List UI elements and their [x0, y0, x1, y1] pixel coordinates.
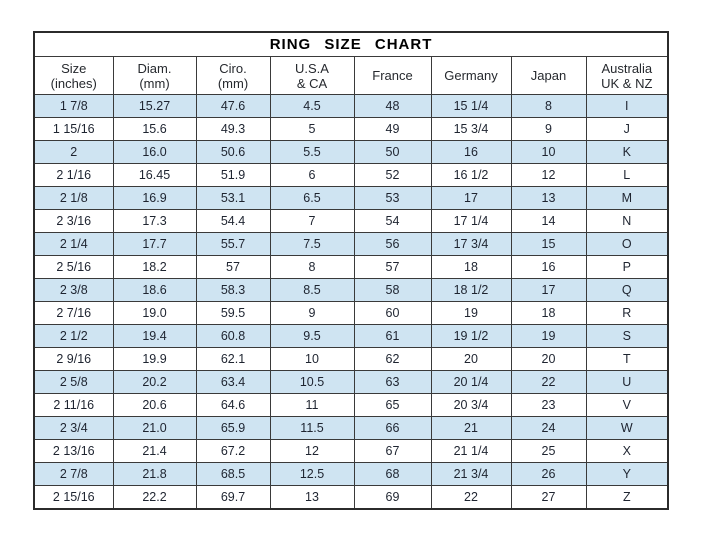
cell-circumference-mm: 67.2 [196, 440, 270, 463]
cell-usa-ca: 6.5 [270, 187, 354, 210]
column-header-label: U.S.A [295, 60, 329, 76]
cell-japan: 9 [511, 118, 586, 141]
cell-circumference-mm: 63.4 [196, 371, 270, 394]
column-header-usa-ca [270, 57, 354, 95]
table-row [34, 325, 668, 348]
table-row [34, 187, 668, 210]
cell-circumference-mm: 49.3 [196, 118, 270, 141]
cell-japan: 26 [511, 463, 586, 486]
cell-japan: 20 [511, 348, 586, 371]
cell-usa-ca: 7 [270, 210, 354, 233]
cell-size-inches: 1 7/8 [34, 95, 113, 118]
cell-circumference-mm: 60.8 [196, 325, 270, 348]
cell-germany: 22 [431, 486, 511, 510]
cell-diameter-mm: 20.2 [113, 371, 196, 394]
cell-australia-uk-nz: J [586, 118, 668, 141]
cell-japan: 14 [511, 210, 586, 233]
cell-germany: 18 1/2 [431, 279, 511, 302]
column-header-sublabel: UK & NZ [601, 75, 653, 91]
cell-size-inches: 2 5/8 [34, 371, 113, 394]
column-header-france [354, 57, 431, 95]
column-header-sublabel: (mm) [139, 75, 170, 91]
cell-japan: 13 [511, 187, 586, 210]
column-header-label: France [372, 68, 413, 83]
column-header-label: Size [61, 60, 87, 76]
cell-size-inches: 2 7/8 [34, 463, 113, 486]
cell-japan: 17 [511, 279, 586, 302]
cell-usa-ca: 12 [270, 440, 354, 463]
cell-germany: 15 3/4 [431, 118, 511, 141]
cell-size-inches: 1 15/16 [34, 118, 113, 141]
cell-circumference-mm: 65.9 [196, 417, 270, 440]
table-row [34, 302, 668, 325]
cell-circumference-mm: 55.7 [196, 233, 270, 256]
cell-circumference-mm: 68.5 [196, 463, 270, 486]
cell-australia-uk-nz: P [586, 256, 668, 279]
cell-japan: 10 [511, 141, 586, 164]
table-row [34, 417, 668, 440]
cell-france: 62 [354, 348, 431, 371]
cell-diameter-mm: 17.7 [113, 233, 196, 256]
cell-size-inches: 2 15/16 [34, 486, 113, 510]
cell-japan: 15 [511, 233, 586, 256]
cell-france: 69 [354, 486, 431, 510]
cell-usa-ca: 5 [270, 118, 354, 141]
cell-france: 66 [354, 417, 431, 440]
cell-size-inches: 2 9/16 [34, 348, 113, 371]
table-row [34, 486, 668, 510]
cell-germany: 17 3/4 [431, 233, 511, 256]
table-row [34, 141, 668, 164]
table-row [34, 440, 668, 463]
cell-size-inches: 2 11/16 [34, 394, 113, 417]
cell-germany: 21 1/4 [431, 440, 511, 463]
cell-germany: 17 1/4 [431, 210, 511, 233]
cell-france: 67 [354, 440, 431, 463]
cell-germany: 21 3/4 [431, 463, 511, 486]
cell-germany: 20 1/4 [431, 371, 511, 394]
cell-japan: 16 [511, 256, 586, 279]
cell-circumference-mm: 50.6 [196, 141, 270, 164]
cell-germany: 19 1/2 [431, 325, 511, 348]
cell-usa-ca: 10 [270, 348, 354, 371]
cell-diameter-mm: 19.4 [113, 325, 196, 348]
table-row [34, 279, 668, 302]
cell-japan: 23 [511, 394, 586, 417]
cell-japan: 8 [511, 95, 586, 118]
column-header-australia-uk-nz [586, 57, 668, 95]
cell-circumference-mm: 53.1 [196, 187, 270, 210]
cell-france: 58 [354, 279, 431, 302]
cell-australia-uk-nz: N [586, 210, 668, 233]
cell-size-inches: 2 3/16 [34, 210, 113, 233]
table-header-row [34, 57, 668, 95]
cell-usa-ca: 4.5 [270, 95, 354, 118]
cell-japan: 22 [511, 371, 586, 394]
cell-diameter-mm: 20.6 [113, 394, 196, 417]
cell-diameter-mm: 15.6 [113, 118, 196, 141]
cell-diameter-mm: 21.0 [113, 417, 196, 440]
cell-japan: 27 [511, 486, 586, 510]
cell-france: 49 [354, 118, 431, 141]
cell-australia-uk-nz: L [586, 164, 668, 187]
cell-diameter-mm: 21.8 [113, 463, 196, 486]
column-header-germany [431, 57, 511, 95]
cell-germany: 16 [431, 141, 511, 164]
cell-usa-ca: 6 [270, 164, 354, 187]
cell-australia-uk-nz: Z [586, 486, 668, 510]
cell-diameter-mm: 15.27 [113, 95, 196, 118]
table-title-row [34, 32, 668, 57]
cell-diameter-mm: 21.4 [113, 440, 196, 463]
cell-germany: 20 3/4 [431, 394, 511, 417]
cell-australia-uk-nz: I [586, 95, 668, 118]
cell-circumference-mm: 69.7 [196, 486, 270, 510]
cell-size-inches: 2 13/16 [34, 440, 113, 463]
cell-usa-ca: 8.5 [270, 279, 354, 302]
cell-france: 57 [354, 256, 431, 279]
cell-size-inches: 2 1/16 [34, 164, 113, 187]
table-row [34, 371, 668, 394]
table-row [34, 210, 668, 233]
cell-australia-uk-nz: K [586, 141, 668, 164]
cell-france: 61 [354, 325, 431, 348]
cell-japan: 12 [511, 164, 586, 187]
cell-usa-ca: 9.5 [270, 325, 354, 348]
table-row [34, 233, 668, 256]
table-row [34, 164, 668, 187]
cell-australia-uk-nz: U [586, 371, 668, 394]
cell-japan: 18 [511, 302, 586, 325]
cell-germany: 18 [431, 256, 511, 279]
cell-size-inches: 2 7/16 [34, 302, 113, 325]
cell-usa-ca: 11.5 [270, 417, 354, 440]
cell-germany: 20 [431, 348, 511, 371]
cell-diameter-mm: 16.45 [113, 164, 196, 187]
cell-france: 50 [354, 141, 431, 164]
cell-france: 52 [354, 164, 431, 187]
cell-diameter-mm: 18.6 [113, 279, 196, 302]
cell-size-inches: 2 1/2 [34, 325, 113, 348]
ring-size-chart-table [33, 31, 669, 510]
table-row [34, 118, 668, 141]
cell-japan: 19 [511, 325, 586, 348]
cell-germany: 21 [431, 417, 511, 440]
cell-circumference-mm: 64.6 [196, 394, 270, 417]
cell-germany: 15 1/4 [431, 95, 511, 118]
cell-australia-uk-nz: Q [586, 279, 668, 302]
column-header-sublabel: (mm) [217, 75, 249, 91]
cell-usa-ca: 9 [270, 302, 354, 325]
cell-circumference-mm: 59.5 [196, 302, 270, 325]
cell-diameter-mm: 22.2 [113, 486, 196, 510]
table-body [34, 95, 668, 510]
cell-size-inches: 2 3/8 [34, 279, 113, 302]
cell-germany: 19 [431, 302, 511, 325]
cell-australia-uk-nz: R [586, 302, 668, 325]
cell-size-inches: 2 1/4 [34, 233, 113, 256]
cell-diameter-mm: 16.0 [113, 141, 196, 164]
column-header-size-inches [34, 57, 113, 95]
table-row [34, 463, 668, 486]
column-header-circumference-mm [196, 57, 270, 95]
column-header-label: Ciro. [219, 60, 247, 76]
cell-usa-ca: 8 [270, 256, 354, 279]
cell-usa-ca: 5.5 [270, 141, 354, 164]
cell-france: 54 [354, 210, 431, 233]
column-header-label: Australia [601, 60, 653, 76]
cell-circumference-mm: 57 [196, 256, 270, 279]
cell-diameter-mm: 16.9 [113, 187, 196, 210]
cell-circumference-mm: 62.1 [196, 348, 270, 371]
cell-usa-ca: 12.5 [270, 463, 354, 486]
cell-circumference-mm: 54.4 [196, 210, 270, 233]
cell-japan: 24 [511, 417, 586, 440]
cell-diameter-mm: 19.0 [113, 302, 196, 325]
cell-usa-ca: 11 [270, 394, 354, 417]
cell-diameter-mm: 18.2 [113, 256, 196, 279]
cell-circumference-mm: 47.6 [196, 95, 270, 118]
column-header-diameter-mm [113, 57, 196, 95]
table-title: RING SIZE CHART [34, 32, 668, 57]
cell-australia-uk-nz: V [586, 394, 668, 417]
cell-france: 56 [354, 233, 431, 256]
column-header-sublabel: & CA [296, 75, 328, 91]
cell-usa-ca: 10.5 [270, 371, 354, 394]
cell-australia-uk-nz: X [586, 440, 668, 463]
cell-diameter-mm: 19.9 [113, 348, 196, 371]
cell-france: 63 [354, 371, 431, 394]
cell-usa-ca: 13 [270, 486, 354, 510]
table-row [34, 348, 668, 371]
cell-australia-uk-nz: S [586, 325, 668, 348]
table-row [34, 256, 668, 279]
cell-australia-uk-nz: O [586, 233, 668, 256]
cell-size-inches: 2 5/16 [34, 256, 113, 279]
cell-france: 65 [354, 394, 431, 417]
cell-circumference-mm: 51.9 [196, 164, 270, 187]
cell-australia-uk-nz: M [586, 187, 668, 210]
cell-usa-ca: 7.5 [270, 233, 354, 256]
cell-australia-uk-nz: T [586, 348, 668, 371]
cell-size-inches: 2 3/4 [34, 417, 113, 440]
cell-diameter-mm: 17.3 [113, 210, 196, 233]
column-header-japan [511, 57, 586, 95]
cell-france: 53 [354, 187, 431, 210]
cell-australia-uk-nz: Y [586, 463, 668, 486]
table-row [34, 95, 668, 118]
cell-japan: 25 [511, 440, 586, 463]
column-header-label: Japan [530, 68, 567, 83]
column-header-label: Diam. [137, 60, 172, 76]
cell-size-inches: 2 1/8 [34, 187, 113, 210]
cell-circumference-mm: 58.3 [196, 279, 270, 302]
column-header-sublabel: (inches) [50, 75, 97, 91]
cell-size-inches: 2 [34, 141, 113, 164]
column-header-label: Germany [444, 68, 498, 83]
cell-germany: 16 1/2 [431, 164, 511, 187]
cell-france: 48 [354, 95, 431, 118]
cell-france: 60 [354, 302, 431, 325]
cell-australia-uk-nz: W [586, 417, 668, 440]
cell-germany: 17 [431, 187, 511, 210]
cell-france: 68 [354, 463, 431, 486]
table-row [34, 394, 668, 417]
